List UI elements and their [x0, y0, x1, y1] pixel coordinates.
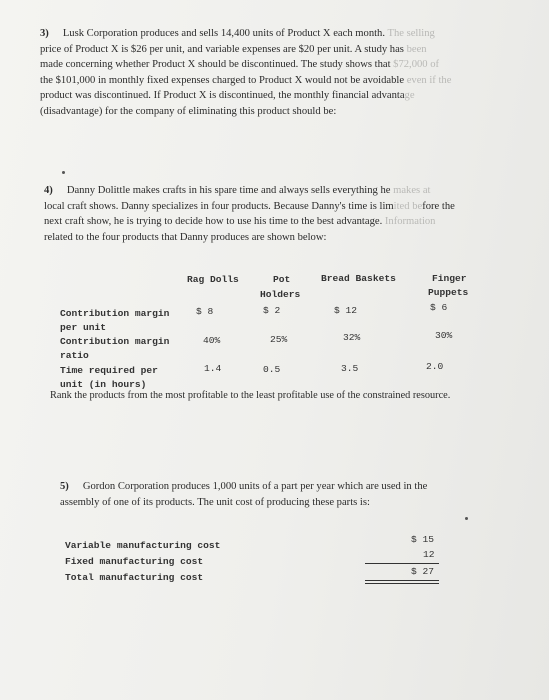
row-cm-ratio-label-2: ratio — [60, 350, 89, 361]
time-bread-baskets: 3.5 — [341, 363, 359, 374]
header-holders: Holders — [260, 289, 301, 300]
speck — [465, 517, 468, 520]
q4-line-4: related to the four products that Danny produces are shown below: — [44, 231, 327, 243]
ratio-pot-holders: 25% — [270, 334, 288, 345]
header-rag-dolls: Rag Dolls — [187, 274, 239, 285]
subtotal-underline — [365, 563, 439, 564]
row-cm-per-unit-label-2: per unit — [60, 322, 107, 333]
q3-line-4: the $101,000 in monthly fixed expenses charged to Product X would not be avoidable even if the — [40, 74, 452, 86]
cm-bread-baskets: $ 12 — [334, 305, 358, 316]
q5-line-1: 5) Gordon Corporation produces 1,000 units of a part per year which are used in the — [60, 481, 428, 492]
q3-line-6: (disadvantage) for the company of eliminating this product should be: — [40, 105, 337, 117]
header-pot: Pot — [273, 274, 291, 285]
time-rag-dolls: 1.4 — [204, 363, 222, 374]
q3-number: 3) — [40, 28, 49, 39]
row-time-label-2: unit (in hours) — [60, 379, 147, 390]
row-cm-per-unit-label-1: Contribution margin — [60, 308, 170, 319]
row-cm-ratio-label-1: Contribution margin — [60, 336, 170, 347]
q4-instruction: Rank the products from the most profitable to the least profitable use of the constrained resource. — [50, 390, 451, 401]
header-bread-baskets: Bread Baskets — [321, 273, 396, 284]
header-finger: Finger — [432, 273, 467, 284]
question-4 — [44, 183, 514, 245]
cost-label-fixed: Fixed manufacturing cost — [65, 556, 204, 567]
cm-finger-puppets: $ 6 — [430, 302, 448, 313]
q5-line-2: assembly of one of its products. The unit cost of producing these parts is: — [60, 496, 370, 508]
q3-line-1: 3) Lusk Corporation produces and sells 14,400 units of Product X each month. The selling — [40, 28, 435, 39]
cost-label-variable: Variable manufacturing cost — [65, 540, 221, 551]
row-time-label-1: Time required per — [60, 365, 158, 376]
question-3 — [40, 26, 510, 119]
q4-number: 4) — [44, 185, 53, 196]
q5-number: 5) — [60, 481, 69, 492]
ratio-bread-baskets: 32% — [343, 332, 361, 343]
time-pot-holders: 0.5 — [263, 364, 281, 375]
cost-value-variable: $ 15 — [411, 534, 435, 545]
cost-value-total: $ 27 — [411, 566, 435, 577]
total-underline-1 — [365, 580, 439, 581]
q4-line-3: next craft show, he is trying to decide how to use his time to the best advantage. Information — [44, 216, 436, 227]
question-5 — [60, 479, 500, 510]
q4-line-2: local craft shows. Danny specializes in four products. Because Danny's time is limited before the — [44, 200, 455, 212]
q4-line-1: 4) Danny Dolittle makes crafts in his spare time and always sells everything he makes at — [44, 185, 431, 196]
q3-line-3: made concerning whether Product X should be discontinued. The study shows that $72,000 of — [40, 59, 440, 70]
cm-rag-dolls: $ 8 — [196, 306, 214, 317]
q3-line-2: price of Product X is $26 per unit, and variable expenses are $20 per unit. A study has been — [40, 43, 427, 55]
speck — [62, 171, 65, 174]
ratio-rag-dolls: 40% — [203, 335, 221, 346]
ratio-finger-puppets: 30% — [435, 330, 453, 341]
header-puppets: Puppets — [428, 287, 469, 298]
cost-label-total: Total manufacturing cost — [65, 572, 204, 583]
cm-pot-holders: $ 2 — [263, 305, 281, 316]
cost-value-fixed: 12 — [423, 549, 435, 560]
total-underline-2 — [365, 583, 439, 584]
time-finger-puppets: 2.0 — [426, 361, 444, 372]
q3-line-5: product was discontinued. If Product X is discontinued, the monthly financial advantage — [40, 90, 415, 101]
